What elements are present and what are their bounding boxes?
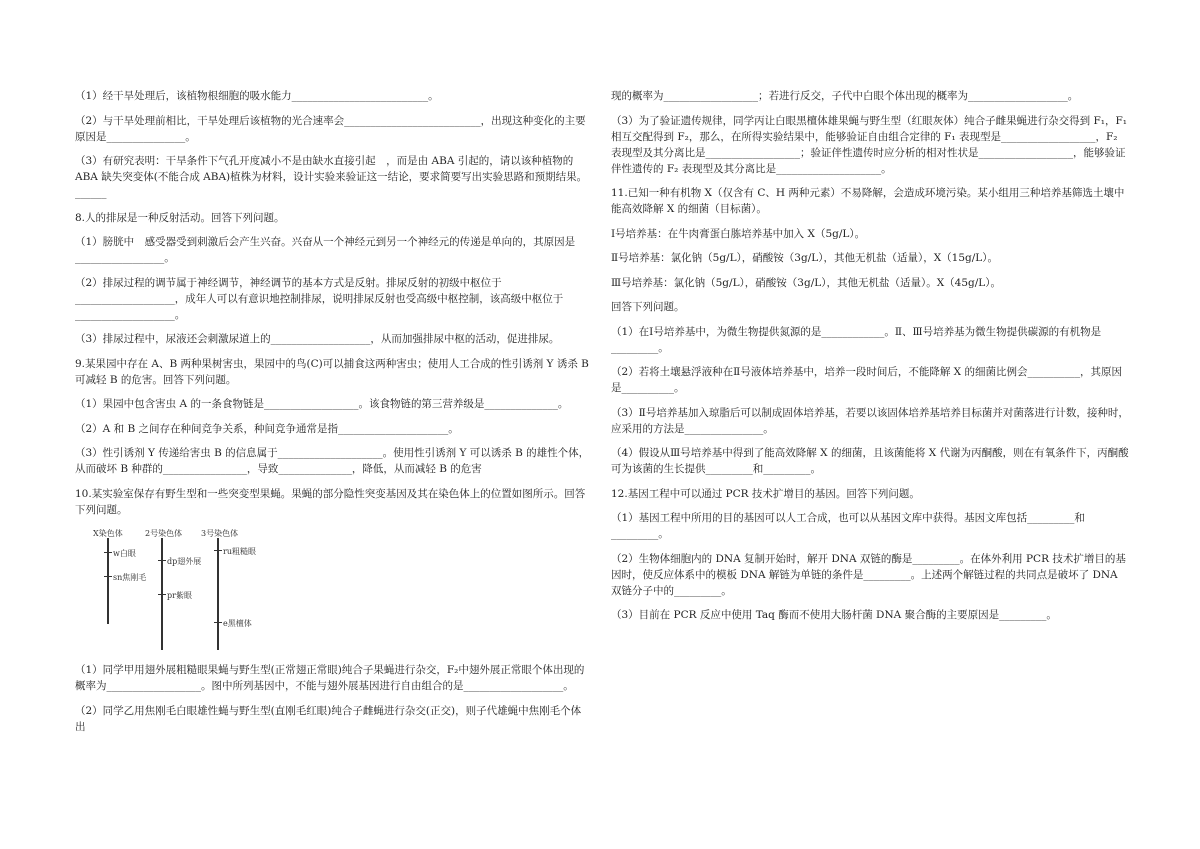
question-9-part-2: （2）A 和 B 之间存在种间竞争关系，种间竞争通常是指_____________________。 — [75, 422, 459, 435]
question-7-part-2: （2）与干旱处理前相比，干旱处理后该植物的光合速率会__________________________，出现这种变化的主要原因是_______________。 — [75, 114, 586, 143]
gene-dp-label: dp翅外展 — [167, 557, 202, 566]
question-8-part-3: （3）排尿过程中，尿液还会刺激尿道上的___________________，从而加强排尿中枢的活动，促进排尿。 — [75, 333, 560, 345]
chr3-gene-tick — [214, 622, 222, 623]
medium-1: Ⅰ号培养基：在牛肉膏蛋白胨培养基中加入 X（5g/L）。 — [611, 227, 866, 240]
question-11-part-4: （4）假设从Ⅲ号培养基中得到了能高效降解 X 的细菌，且该菌能将 X 代谢为丙酮酸，则在有氧条件下，丙酮酸可为该菌的生长提供_________和_________。 — [611, 447, 1129, 475]
chromosome-3-bar — [217, 538, 219, 650]
question-7-part-3: （3）有研究表明：干旱条件下气孔开度减小不是由缺水直接引起 ，而是由 ABA 引起的，请以该种植物的 ABA 缺失突变体(不能合成 ABA)植株为材料，设计实验来验证这一结论，要求简要写出实验思路和预期结果。______ — [75, 155, 588, 199]
question-11-part-1: （1）在Ⅰ号培养基中，为微生物提供氮源的是____________。Ⅱ、Ⅲ号培养基为微生物提供碳源的有机物是_________。 — [611, 325, 1102, 354]
chromosome-gene-diagram — [93, 526, 293, 656]
question-10-part-2-cont: 现的概率为__________________；若进行反交，子代中白眼个体出现的概率为___________________。 — [611, 90, 1079, 102]
chromosome-3-label: 3号染色体 — [201, 529, 239, 538]
gene-e-label: e黑檀体 — [223, 619, 252, 628]
question-9-stem: 9.某果园中存在 A、B 两种果树害虫，果园中的鸟(C)可以捕食这两种害虫；使用人工合成的性引诱剂 Y 诱杀 B 可减轻 B 的危害。回答下列问题。 — [75, 357, 589, 386]
question-10-part-1: （1）同学甲用翅外展粗糙眼果蝇与野生型(正常翅正常眼)纯合子果蝇进行杂交，F₂中翅外展正常眼个体出现的概率为__________________。图中所列基因中，不能与翅外展基因进行自由组合的是___________________。 — [75, 664, 585, 692]
x-chromosome-bar — [107, 538, 109, 624]
question-8-part-2: （2）排尿过程的调节属于神经调节，神经调节的基本方式是反射。排尿反射的初级中枢位于___________________，成年人可以有意识地控制排尿，说明排尿反射也受高级中枢控制，该高级中枢位于___________________。 — [75, 276, 564, 321]
question-9-part-3: （3）性引诱剂 Y 传递给害虫 B 的信息属于____________________。使用性引诱剂 Y 可以诱杀 B 的雄性个体，从而破坏 B 种群的________________，导致______________，降低，从而减轻 B 的危害 — [75, 447, 590, 475]
chr2-gene-tick — [158, 594, 166, 595]
question-12-part-2: （2）生物体细胞内的 DNA 复制开始时，解开 DNA 双链的酶是_________。在体外利用 PCR 技术扩增目的基因时，使反应体系中的模板 DNA 解链为单链的条件是_________。上述两个解链过程的共同点是破坏了 DNA 双链分子中的_________。 — [611, 552, 1126, 597]
x-gene-tick — [104, 552, 112, 553]
question-7-part-1: （1）经干旱处理后，该植物根细胞的吸水能力__________________________。 — [75, 90, 439, 102]
question-11-part-2: （2）若将土壤悬浮液种在Ⅱ号液体培养基中，培养一段时间后，不能降解 X 的细菌比例会__________，其原因是__________。 — [611, 366, 1122, 394]
question-10-stem: 10.某实验室保存有野生型和一些突变型果蝇。果蝇的部分隐性突变基因及其在染色体上的位置如图所示。回答下列问题。 — [75, 487, 586, 516]
question-9-part-1: （1）果园中包含害虫 A 的一条食物链是__________________。该食物链的第三营养级是______________。 — [75, 398, 569, 410]
medium-2: Ⅱ号培养基：氯化钠（5g/L），硝酸铵（3g/L），其他无机盐（适量），X（15g/L）。 — [611, 252, 999, 264]
question-10-part-2: （2）同学乙用焦刚毛白眼雄性蝇与野生型(直刚毛红眼)纯合子雌蝇进行杂交(正交)，则子代雄蝇中焦刚毛个体出 — [75, 704, 582, 733]
right-column — [611, 88, 1131, 632]
gene-ru-label: ru粗糙眼 — [223, 547, 256, 556]
question-8-part-1: （1）膀胱中 感受器受到刺激后会产生兴奋。兴奋从一个神经元到另一个神经元的传递是单向的，其原因是_________________。 — [75, 236, 576, 264]
chr3-gene-tick — [214, 550, 222, 551]
question-12-part-1: （1）基因工程中所用的目的基因可以人工合成，也可以从基因文库中获得。基因文库包括_________和_________。 — [611, 512, 1085, 540]
gene-sn-label: sn焦刚毛 — [113, 573, 147, 582]
x-chromosome-label: X染色体 — [93, 529, 123, 538]
question-12-stem: 12.基因工程中可以通过 PCR 技术扩增目的基因。回答下列问题。 — [611, 487, 920, 500]
question-8-stem: 8.人的排尿是一种反射活动。回答下列问题。 — [75, 211, 285, 224]
x-gene-tick — [104, 576, 112, 577]
left-column — [75, 88, 590, 743]
gene-pr-label: pr紫眼 — [167, 591, 192, 600]
question-10-part-3: （3）为了验证遗传规律，同学丙让白眼黑檀体雄果蝇与野生型（红眼灰体）纯合子雌果蝇进行杂交得到 F₁，F₁ 相互交配得到 F₂，那么，在所得实验结果中，能够验证自由组合定律的 F₁ 表现型是__________________，F₂ 表现型及其分离比是__________________；验证伴性遗传时应分析的相对性状是__________________，能够验证伴性遗传的 F₂ 表现型及其分离比是____________________。 — [611, 114, 1128, 175]
question-11-part-3: （3）Ⅱ号培养基加入琼脂后可以制成固体培养基，若要以该固体培养基培养目标菌并对菌落进行计数，接种时，应采用的方法是_______________。 — [611, 406, 1129, 435]
gene-w-label: w白眼 — [113, 549, 136, 558]
question-12-part-3: （3）目前在 PCR 反应中使用 Taq 酶而不使用大肠杆菌 DNA 聚合酶的主要原因是_________。 — [611, 609, 1057, 621]
question-11-stem: 11.已知一种有机物 X（仅含有 C、H 两种元素）不易降解，会造成环境污染。某小组用三种培养基筛选土壤中能高效降解 X 的细菌（目标菌）。 — [611, 187, 1125, 215]
chr2-gene-tick — [158, 560, 166, 561]
question-11-prompt: 回答下列问题。 — [611, 301, 685, 313]
medium-3: Ⅲ号培养基：氯化钠（5g/L），硝酸铵（3g/L），其他无机盐（适量）。X（45g/L）。 — [611, 276, 1002, 289]
chromosome-2-label: 2号染色体 — [145, 529, 183, 538]
